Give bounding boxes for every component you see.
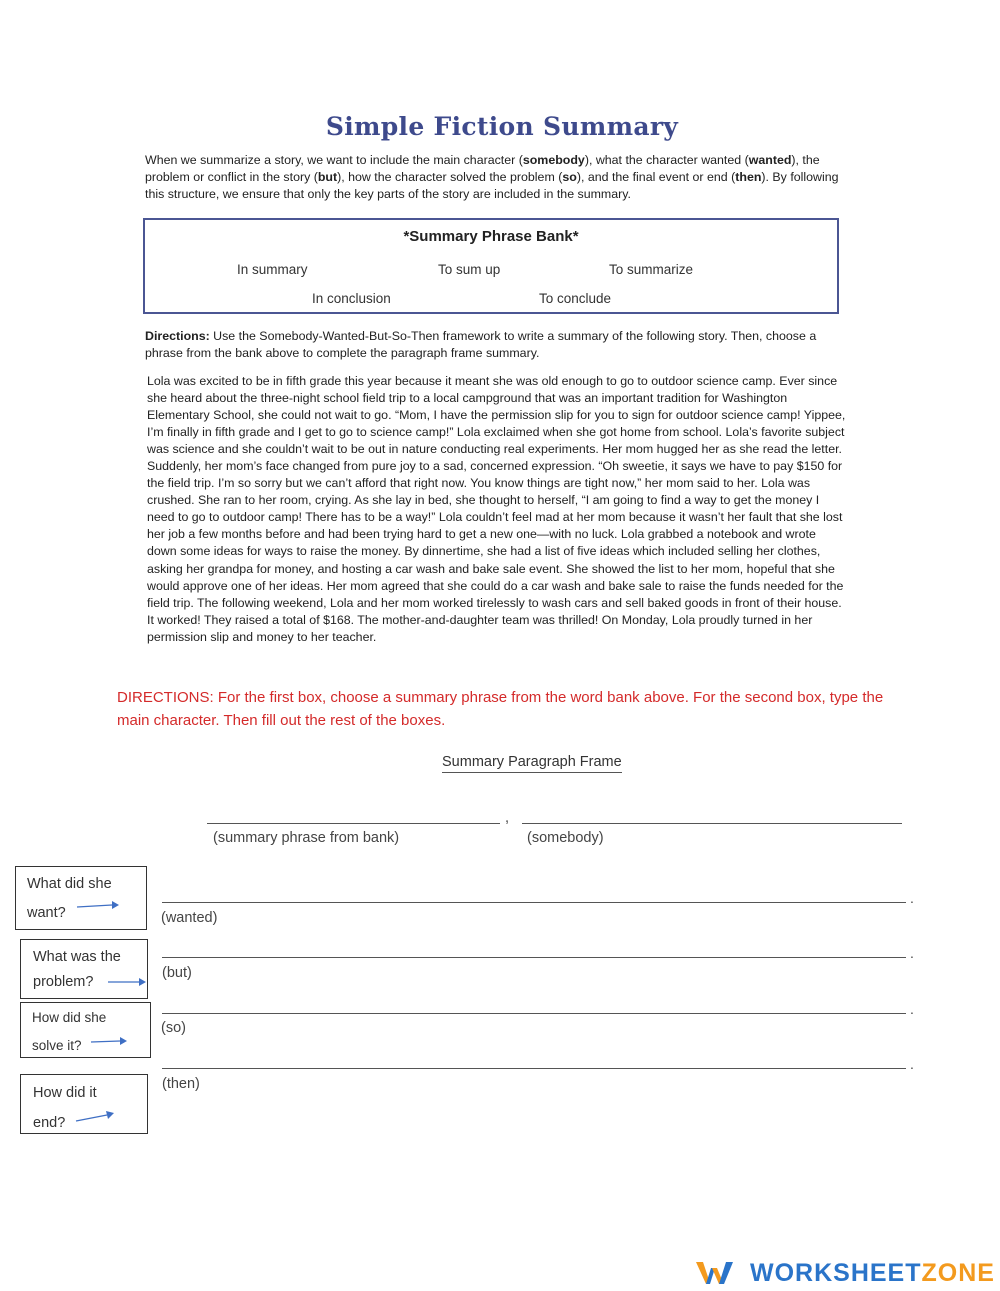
summary-phrase-label: (summary phrase from bank) — [213, 830, 400, 846]
arrow-right-icon — [90, 1035, 128, 1047]
directions-text: Use the Somebody-Wanted-But-So-Then framework to write a summary of the following story. Then, choose a phrase from the bank above to complete the paragraph frame summary. — [145, 329, 817, 360]
wanted-line[interactable] — [162, 902, 906, 903]
keyword-wanted: wanted — [748, 153, 792, 167]
intro-text: When we summarize a story, we want to include the main character ( — [145, 153, 523, 167]
question-text: What was the — [33, 949, 121, 965]
worksheetzone-logo-icon — [694, 1258, 734, 1288]
worksheetzone-brand[interactable] — [750, 1259, 995, 1288]
somebody-line[interactable] — [522, 823, 902, 824]
so-line[interactable] — [162, 1013, 906, 1014]
phrase-to-conclude: To conclude — [539, 291, 612, 306]
question-box-solve — [20, 1002, 151, 1058]
phrase-bank-title: *Summary Phrase Bank* — [403, 228, 579, 245]
red-directions: DIRECTIONS: For the first box, choose a summary phrase from the word bank above. For the second box, type the main character. Then fill out the rest of the boxes. — [117, 689, 884, 729]
summary-phrase-line[interactable] — [207, 823, 500, 824]
but-line[interactable] — [162, 957, 906, 958]
somebody-label: (somebody) — [527, 830, 604, 846]
question-box-wanted — [15, 866, 147, 930]
phrase-in-summary: In summary — [237, 262, 308, 277]
arrow-right-icon — [76, 900, 120, 912]
so-label: (so) — [161, 1020, 186, 1036]
keyword-then: then — [735, 170, 762, 184]
arrow-right-icon — [107, 976, 147, 988]
intro-text: ). By following this structure, we ensure that only the key parts of the story are included in the summary. — [145, 170, 839, 201]
directions-paragraph — [145, 328, 845, 362]
intro-text: ), the problem or conflict in the story ( — [145, 153, 820, 184]
phrase-to-sum-up: To sum up — [438, 262, 501, 277]
phrase-to-summarize: To summarize — [609, 262, 694, 277]
arrow-right-icon — [75, 1110, 115, 1124]
but-label: (but) — [162, 965, 192, 981]
period: . — [910, 1056, 914, 1072]
intro-text: ), what the character wanted ( — [584, 153, 749, 167]
intro-text: ), how the character solved the problem ( — [337, 170, 563, 184]
question-text: want? — [27, 905, 66, 921]
keyword-so: so — [562, 170, 577, 184]
keyword-but: but — [317, 170, 338, 184]
brand-part1: WORKSHEET — [750, 1259, 922, 1287]
phrase-in-conclusion: In conclusion — [312, 291, 391, 306]
then-label: (then) — [162, 1076, 200, 1092]
period: . — [910, 1001, 914, 1017]
keyword-somebody: somebody — [522, 153, 585, 167]
question-text: end? — [33, 1115, 66, 1131]
period: . — [910, 890, 914, 906]
question-box-end — [20, 1074, 148, 1134]
wanted-label: (wanted) — [161, 910, 218, 926]
question-text: How did it — [33, 1085, 97, 1101]
then-line[interactable] — [162, 1068, 906, 1069]
phrase-bank-box — [143, 218, 839, 314]
question-text: solve it? — [32, 1038, 82, 1053]
question-text: What did she — [27, 876, 112, 892]
question-text: problem? — [33, 974, 94, 990]
frame-title: Summary Paragraph Frame — [442, 754, 622, 773]
story-paragraph: Lola was excited to be in fifth grade this year because it meant she was old enough to go to outdoor science camp. Ever since she heard about the three-night school field trip to a local campground that was an important tradition for Washington Elementary School, she could not wait to go. “Mom, I have the permission slip for you to sign for outdoor science camp! Yippee, I’m finally in fifth grade and I get to go to science camp!” Lola exclaimed when she got home from school. Lola’s favorite subject was science and she couldn’t wait to be out in nature conducting real experiments. Her mom hugged her as she read the letter. Suddenly, her mom’s face changed from pure joy to a sad, concerned expression. “Oh sweetie, it says we have to pay $150 for the field trip. I’m so sorry but we can’t afford that right now. You know things are tight now,” her mom said to her. Lola was crushed. She ran to her room, crying. As she lay in bed, she thought to herself, “I am going to find a way to get the money I need to go to outdoor camp! There has to be a way!” Lola couldn’t feel mad at her mom because it wasn’t her fault that she lost her job a few months before and had been trying hard to get a new one—with no luck. Lola grabbed a notebook and wrote down some ideas for ways to raise the money. By dinnertime, she had a list of five ideas which included selling her clothes, asking her grandpa for money, and hosting a car wash and bake sale event. She showed the list to her mom, hopeful that she would approve one of her ideas. Her mom agreed that she could do a car wash and bake sale to raise the funds needed for the field trip. The following weekend, Lola and her mom worked tirelessly to wash cars and sell baked goods in front of their house. It worked! They raised a total of $168. The mother-and-daughter team was thrilled! On Monday, Lola proudly turned in her permission slip and money to her teacher. — [147, 374, 846, 644]
intro-paragraph — [145, 152, 845, 203]
question-box-problem — [20, 939, 148, 999]
period: . — [910, 945, 914, 961]
question-text: How did she — [32, 1010, 107, 1025]
comma: , — [505, 810, 510, 826]
page-title: Simple Fiction Summary — [325, 112, 679, 141]
directions-label: Directions: — [145, 329, 210, 343]
brand-part2: ZONE — [921, 1259, 995, 1287]
intro-text: ), and the final event or end ( — [576, 170, 736, 184]
